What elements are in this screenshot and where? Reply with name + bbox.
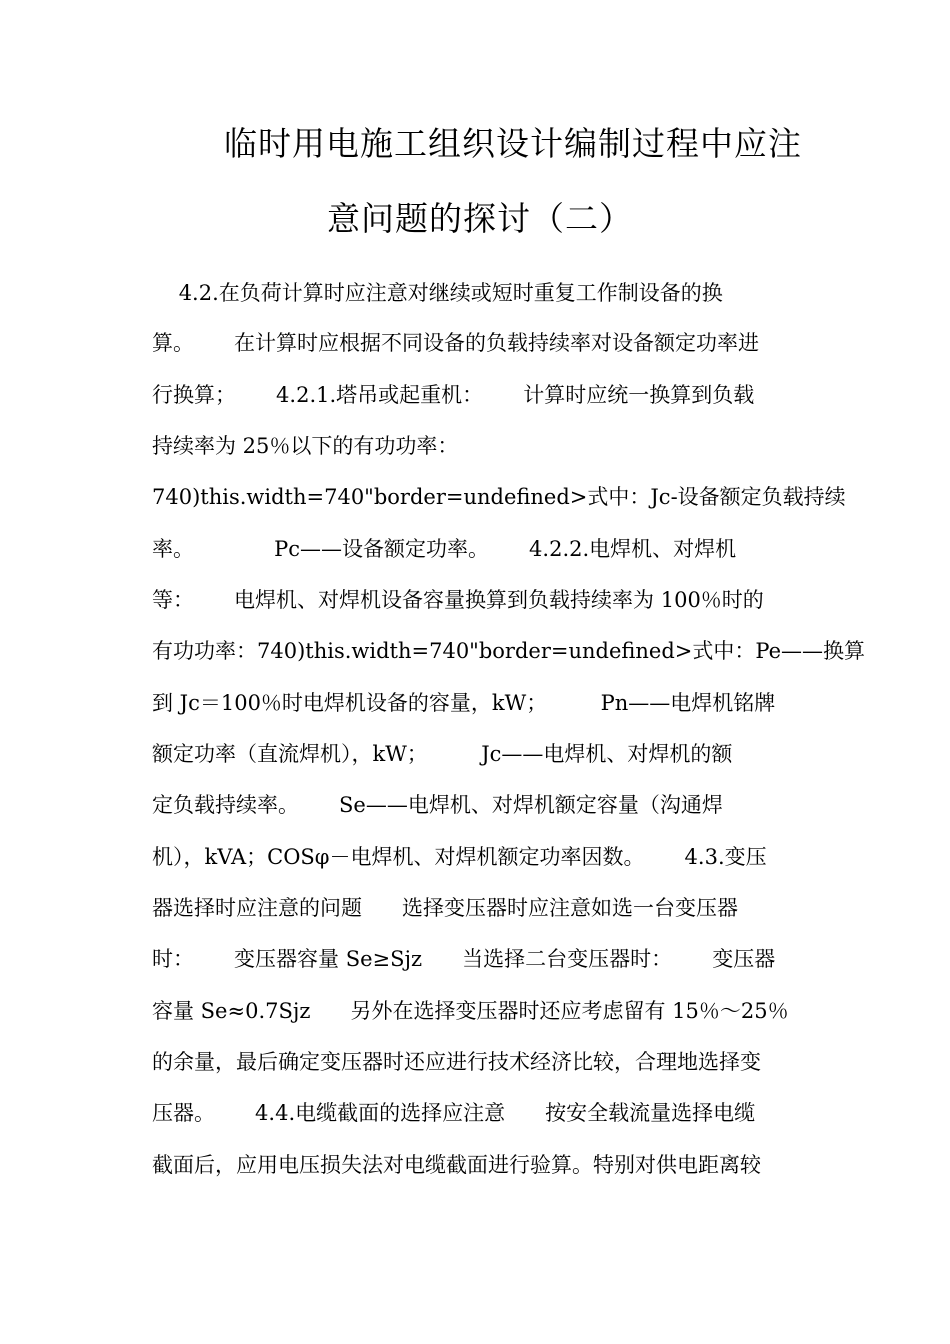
body-text-line: 持续率为 25％以下的有功功率： xyxy=(152,434,459,458)
body-text-line: 到 Jc＝100％时电焊机设备的容量，kW； Pn——电焊机铭牌 xyxy=(152,691,776,715)
body-text-line: 容量 Se≈0.7Sjz 另外在选择变压器时还应考虑留有 15％～25％ xyxy=(152,999,789,1023)
body-text-line: 器选择时应注意的问题 选择变压器时应注意如选一台变压器 xyxy=(152,896,739,920)
body-text-line: 机），kVA；COSφ－电焊机、对焊机额定功率因数。 4.3.变压 xyxy=(152,845,767,869)
body-text-line: 压器。 4.4.电缆截面的选择应注意 按安全载流量选择电缆 xyxy=(152,1101,756,1125)
body-text-line: 等： 电焊机、对焊机设备容量换算到负载持续率为 100％时的 xyxy=(152,588,764,612)
body-text-line: 的余量，最后确定变压器时还应进行技术经济比较，合理地选择变 xyxy=(152,1050,761,1074)
body-text-line: 有功功率：740)this.width=740"border=undefined>式中：Pe——换算 xyxy=(152,639,866,663)
body-text-line: 时： 变压器容量 Se≥Sjz 当选择二台变压器时： 变压器 xyxy=(152,947,776,971)
body-text-line: 额定功率（直流焊机），kW； Jc——电焊机、对焊机的额 xyxy=(152,742,733,766)
document-title-line-1: 临时用电施工组织设计编制过程中应注 xyxy=(224,124,802,163)
body-text-line: 定负载持续率。 Se——电焊机、对焊机额定容量（沟通焊 xyxy=(152,793,723,817)
body-text-line: 740)this.width=740"border=undefined>式中：Jc-设备额定负载持续 xyxy=(152,485,846,509)
body-text-line: 算。 在计算时应根据不同设备的负载持续率对设备额定功率进 xyxy=(152,331,760,355)
body-text-line: 率。 Pc——设备额定功率。 4.2.2.电焊机、对焊机 xyxy=(152,537,737,561)
document-title-line-2: 意问题的探讨（二） xyxy=(327,199,633,238)
body-text-line: 4.2.在负荷计算时应注意对继续或短时重复工作制设备的换 xyxy=(152,281,723,305)
body-text-line: 截面后，应用电压损失法对电缆截面进行验算。特别对供电距离较 xyxy=(152,1153,761,1177)
body-text-line: 行换算； 4.2.1.塔吊或起重机： 计算时应统一换算到负载 xyxy=(152,383,755,407)
